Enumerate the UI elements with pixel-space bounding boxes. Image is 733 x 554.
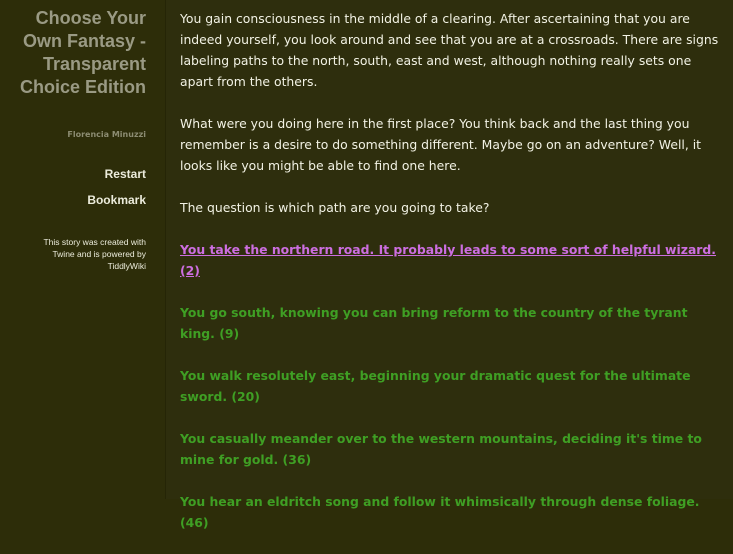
bookmark-button[interactable]: Bookmark — [87, 193, 146, 207]
choice-link-east[interactable]: You walk resolutely east, beginning your dramatic quest for the ultimate sword. (20) — [180, 368, 691, 404]
story-author: Florencia Minuzzi — [67, 130, 146, 139]
choice-link-south[interactable]: You go south, knowing you can bring reform to the country of the tyrant king. (9) — [180, 305, 688, 341]
story-credit: This story was created with Twine and is powered by TiddlyWiki — [43, 237, 146, 271]
choice-link-eldritch-song[interactable]: You hear an eldritch song and follow it whimsically through dense foliage. (46) — [180, 494, 700, 530]
passage — [165, 0, 733, 530]
passage-paragraph: You gain consciousness in the middle of a clearing. After ascertaining that you are indeed yourself, you look around and see that you are at a crossroads. There are signs labeling paths to the north, south, east and west, although nothing really sets one apart from the others. — [180, 11, 719, 89]
story-title: Choose Your Own Fantasy - Transparent Choice Edition — [20, 8, 146, 97]
restart-button[interactable]: Restart — [104, 167, 146, 181]
passage-paragraph: The question is which path are you going to take? — [180, 200, 490, 215]
choice-link-west[interactable]: You casually meander over to the western mountains, deciding it's time to mine for gold. (36) — [180, 431, 702, 467]
passage-paragraph: What were you doing here in the first place? You think back and the last thing you remember is a desire to do something different. Maybe go on an adventure? Well, it looks like you might be able to find one here. — [180, 116, 702, 173]
choice-link-north[interactable]: You take the northern road. It probably leads to some sort of helpful wizard. (2) — [180, 242, 716, 278]
passage-body — [180, 8, 722, 554]
sidebar — [0, 0, 158, 499]
